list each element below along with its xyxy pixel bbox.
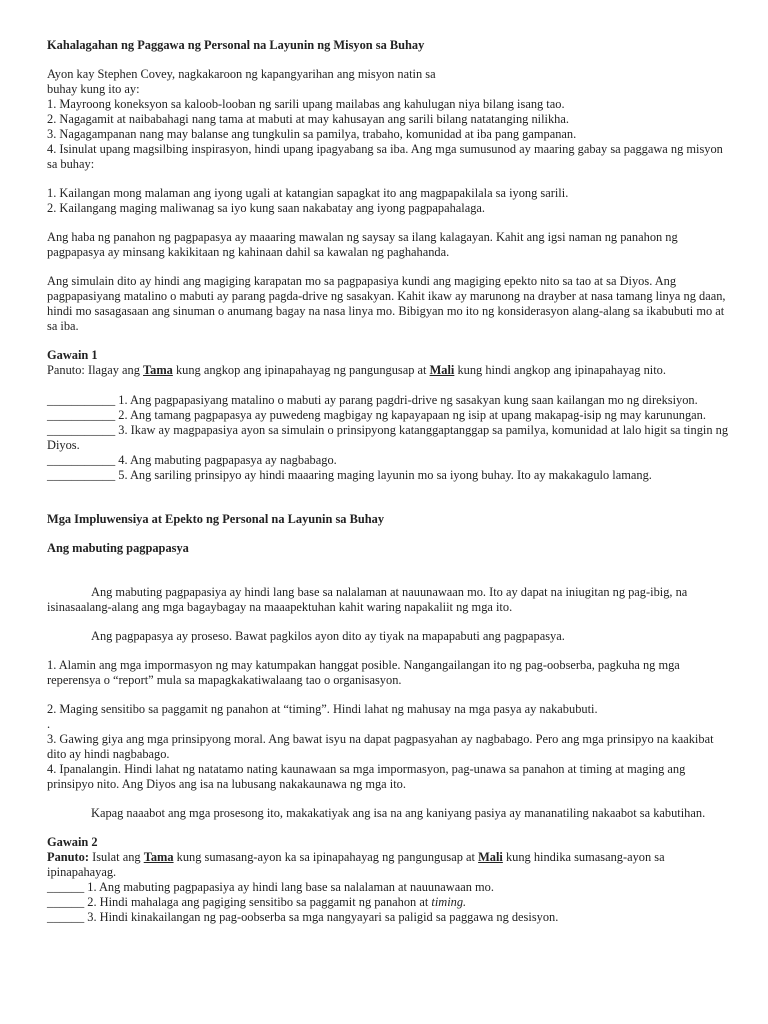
gawain2-item-2-italic: timing. (431, 895, 467, 909)
gawain1-instructions (47, 363, 728, 378)
gawain2-item-2-text: ______ 2. Hindi mahalaga ang pagiging sensitibo sa paggamit ng panahon at (47, 895, 432, 909)
gawain2-tama: Tama (143, 850, 174, 864)
section2-paragraph-1: Ang mabuting pagpapasiya ay hindi lang base sa nalalaman at nauunawaan mo. Ito ay dapat na iniugitan ng pag-ibig, na isinasaalang-alang ang mga bagaybagay na maaapektuhan kahit waring napakaliit ng mga ito. (47, 585, 688, 614)
step-2: 2. Maging sensitibo sa paggamit ng panahon at “timing”. Hindi lahat ng mahusay na mga pasya ay nakabubuti. (47, 702, 598, 716)
gawain1-mali: Mali (429, 363, 455, 377)
gawain1-item-3: ___________ 3. Ikaw ay magpapasiya ayon sa simulain o prinsipyong katanggaptanggap sa pamilya, komunidad at lalo higit sa tingin ng Diyos. (47, 423, 729, 452)
gawain2 (47, 835, 728, 925)
gawain1-item-2: ___________ 2. Ang tamang pagpapasya ay puwedeng magbigay ng kapayapaan ng isip at upang makapag-isip ng may karunungan. (47, 408, 706, 422)
point-3: 3. Nagagampanan nang may balanse ang tungkulin sa pamilya, trabaho, komunidad at iba pang gampanan. (47, 127, 577, 141)
gawain1-instr-start: Panuto: Ilagay ang (47, 363, 144, 377)
spacer (47, 570, 728, 585)
gawain2-item-1: ______ 1. Ang mabuting pagpapasiya ay hindi lang base sa nalalaman at nauunawaan mo. (47, 880, 494, 894)
section2-paragraph-3: Kapag naaabot ang mga prosesong ito, makakatiyak ang isa na ang kaniyang pasiya ay mananatiling nakaabot sa kabutihan. (91, 806, 706, 820)
point-4: 4. Isinulat upang magsilbing inspirasyon, hindi upang ipagyabang sa iba. Ang mga sumusunod ay maaring gabay sa paggawa ng misyon sa buhay: (47, 142, 723, 171)
point-2: 2. Nagagamit at naibabahagi nang tama at mabuti at may kahusayan ang sarili bilang natatanging nilikha. (47, 112, 569, 126)
step-3: 3. Gawing giya ang mga prinsipyong moral. Ang bawat isyu na dapat pagpasyahan ay nagbabago. Pero ang mga prinsipyo na kaakibat dito ay hindi nagbabago. (47, 732, 714, 761)
gawain2-item-2 (47, 895, 728, 910)
gawain2-mali: Mali (478, 850, 503, 864)
step-1: 1. Alamin ang mga impormasyon ng may katumpakan hanggat posible. Nangangailangan ito ng pag-oobserba, pagkuha ng mga reperensya o “report” mula sa mapagkakatiwalaang tao o organisasyon. (47, 658, 680, 687)
gawain2-panuto-label: Panuto: (47, 850, 89, 864)
gawain1-instr-middle: kung angkop ang ipinapahayag ng pangungusap at (172, 363, 430, 377)
guides-list (47, 186, 728, 216)
gawain2-item-3: ______ 3. Hindi kinakailangan ng pag-oobserba sa mga nangyayari sa paligid sa paggawa ng desisyon. (47, 910, 559, 924)
gawain2-heading: Gawain 2 (47, 835, 98, 849)
gawain2-instr-middle: kung sumasang-ayon ka sa ipinapahayag ng pangungusap at (173, 850, 479, 864)
spacer (47, 497, 728, 512)
gawain1-item-5: ___________ 5. Ang sariling prinsipyo ay hindi maaaring maging layunin mo sa iyong buhay. Ito ay makakagulo lamang. (47, 468, 652, 482)
spacer (47, 378, 728, 393)
intro-line-2: buhay kung ito ay: (47, 82, 140, 96)
section2-subtitle: Ang mabuting pagpapasya (47, 541, 189, 555)
gawain2-instr-end: kung hindika sumasang-ayon sa ipinapahayag. (47, 850, 665, 879)
gawain1-instr-end: kung hindi angkop ang ipinapahayag nito. (454, 363, 666, 377)
gawain1-heading: Gawain 1 (47, 348, 98, 362)
stray-dot: . (47, 717, 51, 731)
section1-intro (47, 67, 728, 172)
point-1: 1. Mayroong koneksyon sa kaloob-looban ng sarili upang mailabas ang kahulugan niya bilang isang tao. (47, 97, 565, 111)
gawain2-instructions (47, 850, 728, 880)
section2-title: Mga Impluwensiya at Epekto ng Personal na Layunin sa Buhay (47, 512, 385, 526)
section1-title: Kahalagahan ng Paggawa ng Personal na Layunin ng Misyon sa Buhay (47, 38, 425, 52)
gawain1-tama: Tama (143, 363, 173, 377)
gawain1-item-4: ___________ 4. Ang mabuting pagpapasya ay nagbabago. (47, 453, 337, 467)
intro-line-1: Ayon kay Stephen Covey, nagkakaroon ng kapangyarihan ang misyon natin sa (47, 67, 436, 81)
guide-1: 1. Kailangan mong malaman ang iyong ugali at katangian sapagkat ito ang magpapakilala sa iyong sarili. (47, 186, 569, 200)
gawain1-item-1: ___________ 1. Ang pagpapasiyang matalino o mabuti ay parang pagdri-drive ng sasakyan kung saan kailangan mo ng direksiyon. (47, 393, 698, 407)
section1-paragraph-1: Ang haba ng panahon ng pagpapasya ay maaaring mawalan ng saysay sa ilang kalagayan. Kahit ang igsi naman ng panahon ng pagpapasya ay minsang kakikitaan ng kahinaan dahil sa kawalan ng paghahanda. (47, 230, 678, 259)
gawain1 (47, 348, 728, 483)
guide-2: 2. Kailangang maging maliwanag sa iyo kung saan nakabatay ang iyong pagpapahalaga. (47, 201, 486, 215)
section2-paragraph-2: Ang pagpapasya ay proseso. Bawat pagkilos ayon dito ay tiyak na mapapabuti ang pagpapasya. (91, 629, 565, 643)
section1-paragraph-2: Ang simulain dito ay hindi ang magiging karapatan mo sa pagpapasiya kundi ang magiging epekto nito sa tao at sa Diyos. Ang pagpapasiyang matalino o mabuti ay parang pagda-drive ng sasakyan. Kahit ikaw ay marunong na drayber at nasa tamang linya ng daan, hindi mo sasagasaan ang sinuman o anumang bagay na nasa linya mo. Bibigyan mo ito ng konsiderasyon alang-alang sa ikabubuti mo at sa iba. (47, 274, 726, 333)
gawain2-instr-start: Isulat ang (89, 850, 144, 864)
step-4: 4. Ipanalangin. Hindi lahat ng natatamo nating kaunawaan sa mga impormasyon, pag-unawa sa panahon at timing at maging ang prinsipyo nito. Ang Diyos ang isa na lubusang nakakaunawa ng mga ito. (47, 762, 686, 791)
steps-group (47, 702, 728, 792)
